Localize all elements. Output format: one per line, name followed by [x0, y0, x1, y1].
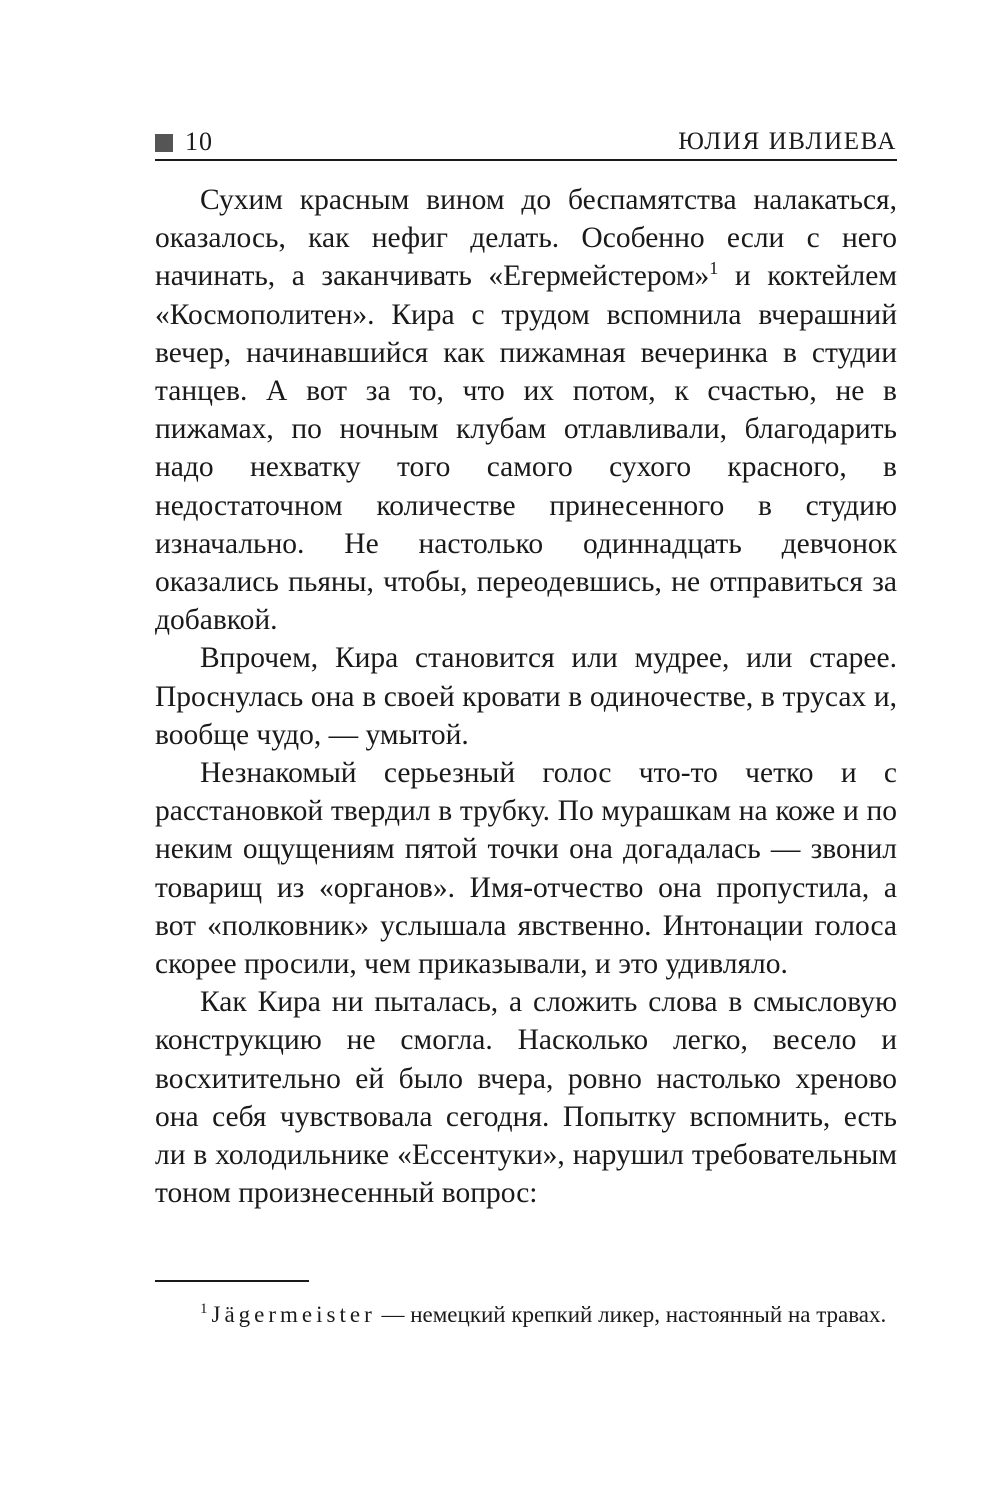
running-head-author: ЮЛИЯ ИВЛИЕВА	[678, 128, 897, 155]
footnote-text: — немецкий крепкий ликер, настоянный на травах.	[375, 1302, 887, 1327]
footnote-reference[interactable]: 1	[709, 258, 719, 279]
paragraph-4: Как Кира ни пыталась, а сложить слова в смысловую конструкцию не смогла. Насколько легко, весело и восхитительно ей было вчера, ровно настолько хреново она себя чувствовала сегодня. Попытку вспомнить, есть ли в холодильнике «Ессентуки», нарушил требовательным тоном произнесенный вопрос:	[155, 986, 897, 1210]
footnote-term: Jägermeister	[211, 1302, 376, 1327]
paragraph-1	[155, 181, 897, 639]
paragraph-2: Впрочем, Кира становится или мудрее, или старее. Проснулась она в своей кровати в одиночестве, в трусах и, вообще чудо, — умытой.	[155, 642, 897, 751]
footnote	[155, 1300, 897, 1330]
footnote-mark: 1	[200, 1301, 208, 1317]
body-text	[155, 181, 897, 1212]
page-number: 10	[185, 127, 213, 156]
header-square-icon	[155, 134, 173, 152]
paragraph-1-text-b: и коктейлем «Космополитен». Кира с трудом вспомнила вчерашний вечер, начинавшийся как пижамная вечеринка в студии танцев. А вот за то, что их потом, к счастью, не в пижамах, по ночным клубам отлавливали, благодарить надо нехватку того самого сухого красного, в недостаточном количестве принесенного в студию изначально. Не настолько одиннадцать девчонок оказались пьяны, чтобы, переодевшись, не отправиться за добавкой.	[155, 260, 898, 637]
paragraph-1-text-a: Сухим красным вином до беспамятства налакаться, оказалось, как нефиг делать. Особенно если с него начинать, а заканчивать «Егермейстером»	[155, 184, 897, 293]
paragraph-3: Незнакомый серьезный голос что-то четко и с расстановкой твердил в трубку. По мурашкам на коже и по неким ощущениям пятой точки она догадалась — звонил товарищ из «органов». Имя-отчество она пропустила, а вот «полковник» услышала явственно. Интонации голоса скорее просили, чем приказывали, и это удивляло.	[155, 757, 897, 981]
footnote-separator	[155, 1280, 309, 1282]
running-header	[155, 125, 897, 161]
